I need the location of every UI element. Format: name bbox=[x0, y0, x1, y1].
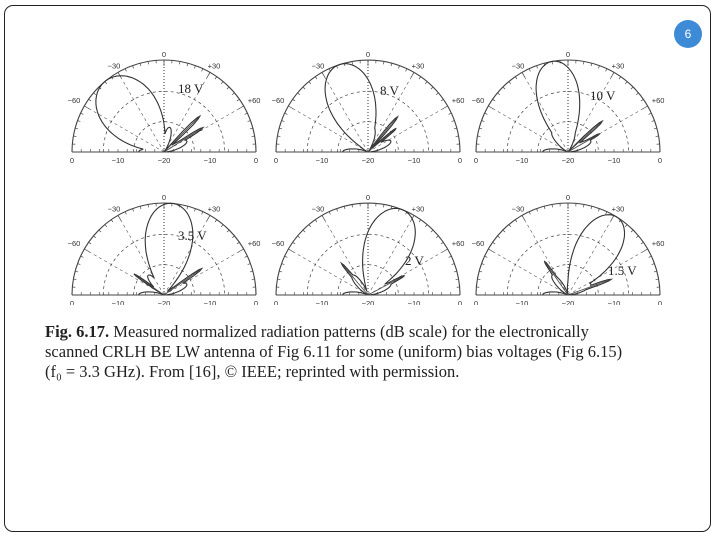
caption-label: Fig. 6.17. bbox=[45, 322, 110, 341]
polar-tick bbox=[215, 77, 217, 79]
voltage-label: 18 V bbox=[178, 81, 204, 96]
polar-tick bbox=[125, 212, 126, 215]
polar-tick bbox=[315, 220, 317, 222]
polar-tick bbox=[452, 264, 455, 265]
polar-tick bbox=[425, 82, 427, 84]
polar-tick bbox=[215, 220, 217, 222]
radial-label: −20 bbox=[157, 156, 171, 165]
polar-tick bbox=[509, 82, 511, 84]
angle-label: −60 bbox=[67, 239, 81, 248]
polar-tick bbox=[482, 264, 485, 265]
polar-tick bbox=[654, 271, 657, 272]
polar-tick bbox=[537, 66, 538, 69]
radial-label: 0 bbox=[657, 299, 663, 305]
polar-tick bbox=[315, 77, 317, 79]
polar-plot-1 bbox=[68, 50, 261, 165]
polar-tick bbox=[425, 225, 427, 227]
polar-tick bbox=[649, 113, 652, 114]
polar-tick bbox=[89, 99, 91, 101]
angle-label: +60 bbox=[651, 96, 665, 105]
polar-tick bbox=[631, 230, 633, 232]
polar-tick bbox=[431, 230, 433, 232]
radial-label: 0 bbox=[473, 299, 479, 305]
polar-tick bbox=[529, 212, 530, 215]
polar-tick bbox=[78, 264, 81, 265]
radial-label: 0 bbox=[69, 299, 75, 305]
angle-label: +30 bbox=[411, 204, 425, 214]
caption-line-3: (f₀ = 3.3 GHz). From [16], © IEEE; reprinted with permission. bbox=[45, 362, 460, 381]
polar-tick bbox=[221, 225, 223, 227]
polar-tick bbox=[285, 256, 288, 257]
polar-tick bbox=[285, 113, 288, 114]
radiation-pattern-curve bbox=[543, 215, 625, 295]
polar-tick bbox=[81, 256, 84, 257]
polar-tick bbox=[293, 242, 295, 244]
polar-tick bbox=[202, 69, 203, 72]
polar-tick bbox=[419, 220, 421, 222]
angle-label: −30 bbox=[511, 204, 525, 214]
angle-label: +30 bbox=[207, 61, 221, 71]
angle-label: 0 bbox=[565, 193, 571, 202]
radial-label: 0 bbox=[657, 156, 663, 165]
polar-tick bbox=[140, 63, 141, 66]
side-lobe-line bbox=[544, 261, 568, 295]
radial-label: −20 bbox=[361, 299, 375, 305]
page-number-badge bbox=[674, 20, 702, 48]
polar-tick bbox=[454, 128, 457, 129]
polar-spoke bbox=[488, 106, 568, 152]
polar-tick bbox=[515, 77, 517, 79]
polar-tick bbox=[398, 66, 399, 69]
polar-spoke bbox=[488, 249, 568, 295]
polar-plot-5 bbox=[272, 193, 465, 305]
polar-tick bbox=[537, 209, 538, 212]
angle-label: −30 bbox=[311, 204, 325, 214]
radial-label: 0 bbox=[253, 156, 259, 165]
angle-label: 0 bbox=[365, 193, 371, 202]
radial-label: −10 bbox=[407, 156, 421, 165]
polar-tick bbox=[125, 69, 126, 72]
polar-tick bbox=[431, 87, 433, 89]
radial-label: −10 bbox=[607, 156, 621, 165]
radial-label: −10 bbox=[315, 299, 329, 305]
polar-tick bbox=[279, 271, 282, 272]
polar-tick bbox=[619, 77, 621, 79]
polar-tick bbox=[636, 93, 638, 95]
radial-label: 0 bbox=[273, 156, 279, 165]
polar-spoke bbox=[288, 249, 368, 295]
polar-tick bbox=[441, 99, 443, 101]
polar-tick bbox=[449, 256, 452, 257]
polar-tick bbox=[485, 113, 488, 114]
polar-tick bbox=[493, 242, 495, 244]
radial-label: −10 bbox=[515, 299, 529, 305]
polar-tick bbox=[479, 128, 482, 129]
polar-tick bbox=[485, 256, 488, 257]
polar-spoke bbox=[522, 72, 568, 152]
polar-tick bbox=[194, 209, 195, 212]
radial-label: −10 bbox=[407, 299, 421, 305]
polar-tick bbox=[591, 63, 592, 66]
polar-tick bbox=[337, 209, 338, 212]
polar-tick bbox=[441, 242, 443, 244]
radial-label: −10 bbox=[607, 299, 621, 305]
polar-plot-2 bbox=[272, 50, 465, 165]
polar-tick bbox=[406, 69, 407, 72]
angle-label: +60 bbox=[451, 96, 465, 105]
polar-tick bbox=[187, 63, 188, 66]
angle-label: −60 bbox=[67, 96, 81, 105]
polar-tick bbox=[625, 82, 627, 84]
polar-tick bbox=[641, 99, 643, 101]
angle-label: +60 bbox=[651, 239, 665, 248]
polar-tick bbox=[652, 264, 655, 265]
polar-tick bbox=[298, 236, 300, 238]
radial-label: 0 bbox=[273, 299, 279, 305]
polar-tick bbox=[303, 230, 305, 232]
radial-label: −10 bbox=[515, 156, 529, 165]
polar-tick bbox=[133, 66, 134, 69]
angle-label: +60 bbox=[451, 239, 465, 248]
angle-label: 0 bbox=[161, 193, 167, 202]
voltage-label: 2 V bbox=[405, 253, 424, 268]
polar-tick bbox=[227, 230, 229, 232]
polar-plot-4 bbox=[68, 193, 261, 305]
polar-tick bbox=[309, 225, 311, 227]
angle-label: −30 bbox=[311, 61, 325, 71]
radial-label: −20 bbox=[561, 299, 575, 305]
polar-tick bbox=[591, 206, 592, 209]
radial-label: −20 bbox=[561, 156, 575, 165]
polar-tick bbox=[250, 271, 253, 272]
polar-tick bbox=[649, 256, 652, 257]
polar-tick bbox=[529, 69, 530, 72]
radial-label: 0 bbox=[253, 299, 259, 305]
radial-label: −10 bbox=[203, 299, 217, 305]
angle-label: +30 bbox=[207, 204, 221, 214]
polar-tick bbox=[99, 230, 101, 232]
angle-label: +60 bbox=[247, 239, 261, 248]
polar-tick bbox=[232, 93, 234, 95]
radiation-pattern-curve bbox=[325, 64, 398, 152]
caption-line-2: scanned CRLH BE LW antenna of Fig 6.11 for some (uniform) bias voltages (Fig 6.15) bbox=[45, 342, 623, 361]
polar-tick bbox=[479, 271, 482, 272]
side-lobe-line bbox=[368, 117, 398, 152]
radial-label: −20 bbox=[361, 156, 375, 165]
polar-tick bbox=[436, 236, 438, 238]
radial-label: −20 bbox=[157, 299, 171, 305]
polar-spoke bbox=[322, 72, 368, 152]
polar-tick bbox=[309, 82, 311, 84]
angle-label: +30 bbox=[611, 61, 625, 71]
polar-tick bbox=[94, 236, 96, 238]
polar-tick bbox=[493, 99, 495, 101]
polar-tick bbox=[293, 99, 295, 101]
polar-tick bbox=[344, 206, 345, 209]
polar-tick bbox=[245, 113, 248, 114]
polar-tick bbox=[78, 121, 81, 122]
angle-label: 0 bbox=[565, 50, 571, 59]
angle-label: −60 bbox=[471, 96, 485, 105]
polar-tick bbox=[282, 121, 285, 122]
polar-tick bbox=[279, 128, 282, 129]
radiation-pattern-curve bbox=[341, 208, 415, 295]
angle-label: +30 bbox=[611, 204, 625, 214]
polar-tick bbox=[298, 93, 300, 95]
polar-tick bbox=[625, 225, 627, 227]
polar-tick bbox=[452, 121, 455, 122]
polar-tick bbox=[221, 82, 223, 84]
voltage-label: 8 V bbox=[380, 83, 399, 98]
polar-tick bbox=[436, 93, 438, 95]
angle-label: −30 bbox=[107, 61, 121, 71]
polar-tick bbox=[606, 69, 607, 72]
polar-plot-6 bbox=[472, 193, 665, 305]
polar-tick bbox=[194, 66, 195, 69]
polar-tick bbox=[303, 87, 305, 89]
angle-label: 0 bbox=[161, 50, 167, 59]
polar-tick bbox=[94, 93, 96, 95]
radial-label: −10 bbox=[203, 156, 217, 165]
voltage-label: 1.5 V bbox=[608, 263, 637, 278]
polar-tick bbox=[250, 128, 253, 129]
polar-tick bbox=[641, 242, 643, 244]
polar-tick bbox=[133, 209, 134, 212]
radiation-pattern-figure bbox=[60, 45, 665, 305]
polar-spoke bbox=[164, 106, 244, 152]
angle-label: +60 bbox=[247, 96, 261, 105]
angle-label: −60 bbox=[471, 239, 485, 248]
angle-label: −60 bbox=[271, 96, 285, 105]
polar-spoke bbox=[522, 215, 568, 295]
polar-tick bbox=[105, 225, 107, 227]
polar-tick bbox=[248, 264, 251, 265]
polar-spoke bbox=[368, 106, 448, 152]
polar-plot-3 bbox=[472, 50, 665, 165]
polar-spoke bbox=[164, 249, 244, 295]
polar-tick bbox=[187, 206, 188, 209]
radial-label: 0 bbox=[473, 156, 479, 165]
polar-tick bbox=[89, 242, 91, 244]
polar-spoke bbox=[84, 106, 164, 152]
polar-tick bbox=[503, 230, 505, 232]
polar-tick bbox=[606, 212, 607, 215]
polar-tick bbox=[636, 236, 638, 238]
angle-label: 0 bbox=[365, 50, 371, 59]
polar-spoke bbox=[322, 215, 368, 295]
polar-tick bbox=[329, 212, 330, 215]
polar-tick bbox=[652, 121, 655, 122]
polar-tick bbox=[515, 220, 517, 222]
angle-label: −60 bbox=[271, 239, 285, 248]
radial-label: −10 bbox=[315, 156, 329, 165]
polar-tick bbox=[227, 87, 229, 89]
polar-tick bbox=[598, 209, 599, 212]
polar-tick bbox=[245, 256, 248, 257]
polar-tick bbox=[509, 225, 511, 227]
polar-tick bbox=[237, 242, 239, 244]
polar-tick bbox=[503, 87, 505, 89]
radial-label: −10 bbox=[111, 299, 125, 305]
figure-caption bbox=[45, 322, 685, 382]
polar-tick bbox=[81, 113, 84, 114]
polar-tick bbox=[544, 206, 545, 209]
polar-tick bbox=[75, 271, 78, 272]
polar-tick bbox=[498, 93, 500, 95]
polar-tick bbox=[140, 206, 141, 209]
angle-label: −30 bbox=[511, 61, 525, 71]
polar-tick bbox=[449, 113, 452, 114]
page-number: 6 bbox=[684, 27, 692, 41]
angle-label: −30 bbox=[107, 204, 121, 214]
radial-label: 0 bbox=[457, 156, 463, 165]
caption-line-1: Measured normalized radiation patterns (dB scale) for the electronically bbox=[113, 322, 589, 341]
polar-tick bbox=[248, 121, 251, 122]
side-lobe-line bbox=[164, 269, 202, 295]
polar-tick bbox=[598, 66, 599, 69]
voltage-label: 3.5 V bbox=[178, 228, 207, 243]
polar-spoke bbox=[288, 106, 368, 152]
polar-tick bbox=[237, 99, 239, 101]
polar-tick bbox=[498, 236, 500, 238]
polar-tick bbox=[654, 128, 657, 129]
radial-label: 0 bbox=[457, 299, 463, 305]
polar-tick bbox=[454, 271, 457, 272]
radial-label: −10 bbox=[111, 156, 125, 165]
polar-tick bbox=[482, 121, 485, 122]
angle-label: +30 bbox=[411, 61, 425, 71]
polar-tick bbox=[391, 63, 392, 66]
polar-tick bbox=[232, 236, 234, 238]
polar-tick bbox=[631, 87, 633, 89]
radial-label: 0 bbox=[69, 156, 75, 165]
polar-spoke bbox=[118, 215, 164, 295]
polar-tick bbox=[111, 220, 113, 222]
polar-tick bbox=[282, 264, 285, 265]
polar-tick bbox=[202, 212, 203, 215]
polar-tick bbox=[75, 128, 78, 129]
voltage-label: 10 V bbox=[590, 88, 616, 103]
polar-tick bbox=[419, 77, 421, 79]
polar-spoke bbox=[118, 72, 164, 152]
